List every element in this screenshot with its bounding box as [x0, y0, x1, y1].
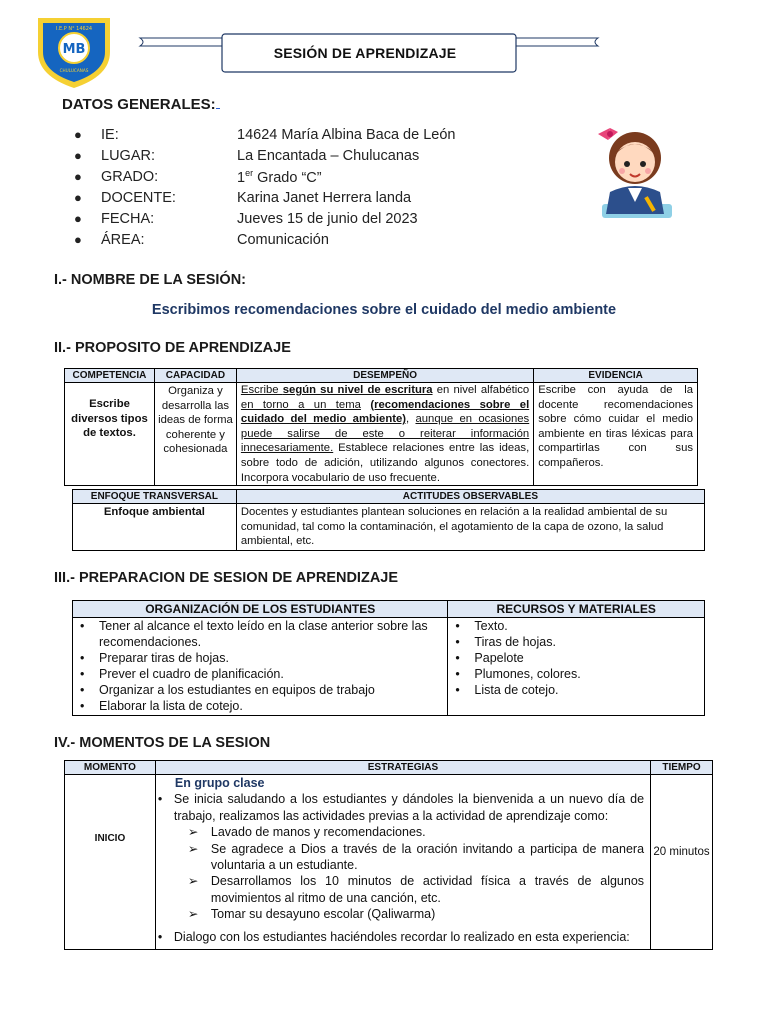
section-4-heading: IV.- MOMENTOS DE LA SESION — [54, 735, 271, 751]
table-row — [73, 618, 705, 716]
momentos-table — [64, 760, 713, 950]
arrow-bullet-icon: ➢ — [187, 874, 199, 889]
table-header: TIEMPO — [651, 761, 713, 775]
table-row — [65, 383, 698, 486]
datos-generales-heading: DATOS GENERALES: — [62, 95, 220, 113]
school-logo-icon — [34, 14, 114, 90]
competencia-cell: Escribe diversos tipos de textos. — [65, 383, 155, 486]
list-item: ➢ Desarrollamos los 10 minutos de actividad física a través de algunos movimientos al ritmo de una canción, etc. — [187, 874, 645, 905]
list-item: • Prever el cuadro de planificación. — [80, 667, 284, 681]
list-item: • Tener al alcance el texto leído en la clase anterior sobre las recomendaciones. — [80, 619, 428, 649]
list-item: ● FECHA: Jueves 15 de junio del 2023 — [74, 210, 418, 227]
table-header: EVIDENCIA — [534, 369, 698, 383]
list-item: • Plumones, colores. — [455, 667, 581, 681]
logo-monogram: MB — [62, 42, 86, 57]
enfoque-cell: Enfoque ambiental — [73, 504, 237, 551]
table-header: ACTITUDES OBSERVABLES — [236, 490, 704, 504]
list-item: • Papelote — [455, 651, 524, 665]
moment-cell: INICIO — [65, 775, 156, 950]
list-item: • Preparar tiras de hojas. — [80, 651, 229, 665]
strategies-cell — [155, 775, 650, 950]
list-item: • Elaborar la lista de cotejo. — [80, 699, 243, 713]
list-item: • Tiras de hojas. — [455, 635, 556, 649]
list-item: ● ÁREA: Comunicación — [74, 231, 329, 248]
evidencia-cell: Escribe con ayuda de la docente recomendaciones sobre cómo cuidar el medio ambiente en tiras léxicas para compartirlas con sus compañeros. — [534, 383, 698, 486]
page-title: SESIÓN DE APRENDIZAJE — [273, 45, 457, 61]
list-item: ➢ Tomar su desayuno escolar (Qaliwarma) — [187, 907, 436, 922]
section-3-heading: III.- PREPARACION DE SESION DE APRENDIZAJE — [54, 570, 399, 586]
list-item: ● DOCENTE: Karina Janet Herrera landa — [74, 189, 412, 206]
table-row — [65, 775, 713, 950]
organizacion-cell — [73, 618, 448, 716]
logo-top-text: I.E.P N° 14624 — [55, 26, 93, 32]
preparacion-table — [72, 600, 705, 716]
group-label: En grupo clase — [174, 776, 265, 790]
girl-writing-illustration-icon — [592, 122, 678, 222]
table-header: ORGANIZACIÓN DE LOS ESTUDIANTES — [73, 601, 448, 618]
enfoque-table — [72, 489, 705, 551]
list-item: ● GRADO: 1er Grado “C” — [74, 167, 322, 186]
arrow-bullet-icon: ➢ — [187, 841, 199, 856]
list-item: • Organizar a los estudiantes en equipos de trabajo — [80, 683, 375, 697]
section-2-heading: II.- PROPOSITO DE APRENDIZAJE — [54, 340, 291, 356]
table-header: CAPACIDAD — [154, 369, 236, 383]
table-header: DESEMPEÑO — [236, 369, 533, 383]
arrow-bullet-icon: ➢ — [187, 907, 199, 922]
list-item: ● LUGAR: La Encantada – Chulucanas — [74, 147, 420, 164]
list-item: ➢ Se agradece a Dios a través de la oración invitando a participa de manera voluntaria a un estudiante. — [187, 841, 645, 873]
list-item: ● IE: 14624 María Albina Baca de León — [74, 126, 456, 143]
list-item: • Texto. — [455, 619, 508, 633]
list-item: • Lista de cotejo. — [455, 683, 559, 697]
datos-list — [74, 124, 534, 250]
logo-bottom-text: CHULUCANAS — [59, 68, 89, 73]
list-item: ➢ Lavado de manos y recomendaciones. — [187, 825, 426, 840]
actitudes-cell: Docentes y estudiantes plantean soluciones en relación a la realidad ambiental de su comunidad, tal como la contaminación, el agotamiento de la capa de ozono, la salud ambiental, etc. — [236, 504, 704, 551]
list-item: • Se inicia saludando a los estudiantes y dándoles la bienvenida a un nuevo día de trabajo, realizamos las actividades previas a la actividad de aprendizaje como: — [157, 792, 645, 823]
table-header: ESTRATEGIAS — [155, 761, 650, 775]
table-header: COMPETENCIA — [65, 369, 155, 383]
table-row — [73, 504, 705, 551]
table-header: RECURSOS Y MATERIALES — [448, 601, 705, 618]
proposito-table — [64, 368, 698, 486]
time-cell: 20 minutos — [651, 775, 713, 950]
arrow-bullet-icon: ➢ — [187, 825, 199, 840]
list-item: • Dialogo con los estudiantes haciéndoles recordar lo realizado en esta experiencia: — [157, 929, 630, 944]
table-header: ENFOQUE TRANSVERSAL — [73, 490, 237, 504]
recursos-cell — [448, 618, 705, 716]
capacidad-cell: Organiza y desarrolla las ideas de forma coherente y cohesionada — [154, 383, 236, 486]
session-title: Escribimos recomendaciones sobre el cuidado del medio ambiente — [151, 302, 617, 318]
desempeno-cell: Escribe según su nivel de escritura en nivel alfabético en torno a un tema (recomendaciones sobre el cuidado del medio ambiente), aunque en ocasiones puede salirse de este o reiterar información innecesariamente. Establece relaciones entre las ideas, sobre todo de adición, utilizando algunos conectores. Incorpora vocabulario de uso frecuente. — [236, 383, 533, 486]
table-header: MOMENTO — [65, 761, 156, 775]
section-1-heading: I.- NOMBRE DE LA SESIÓN: — [54, 272, 246, 288]
